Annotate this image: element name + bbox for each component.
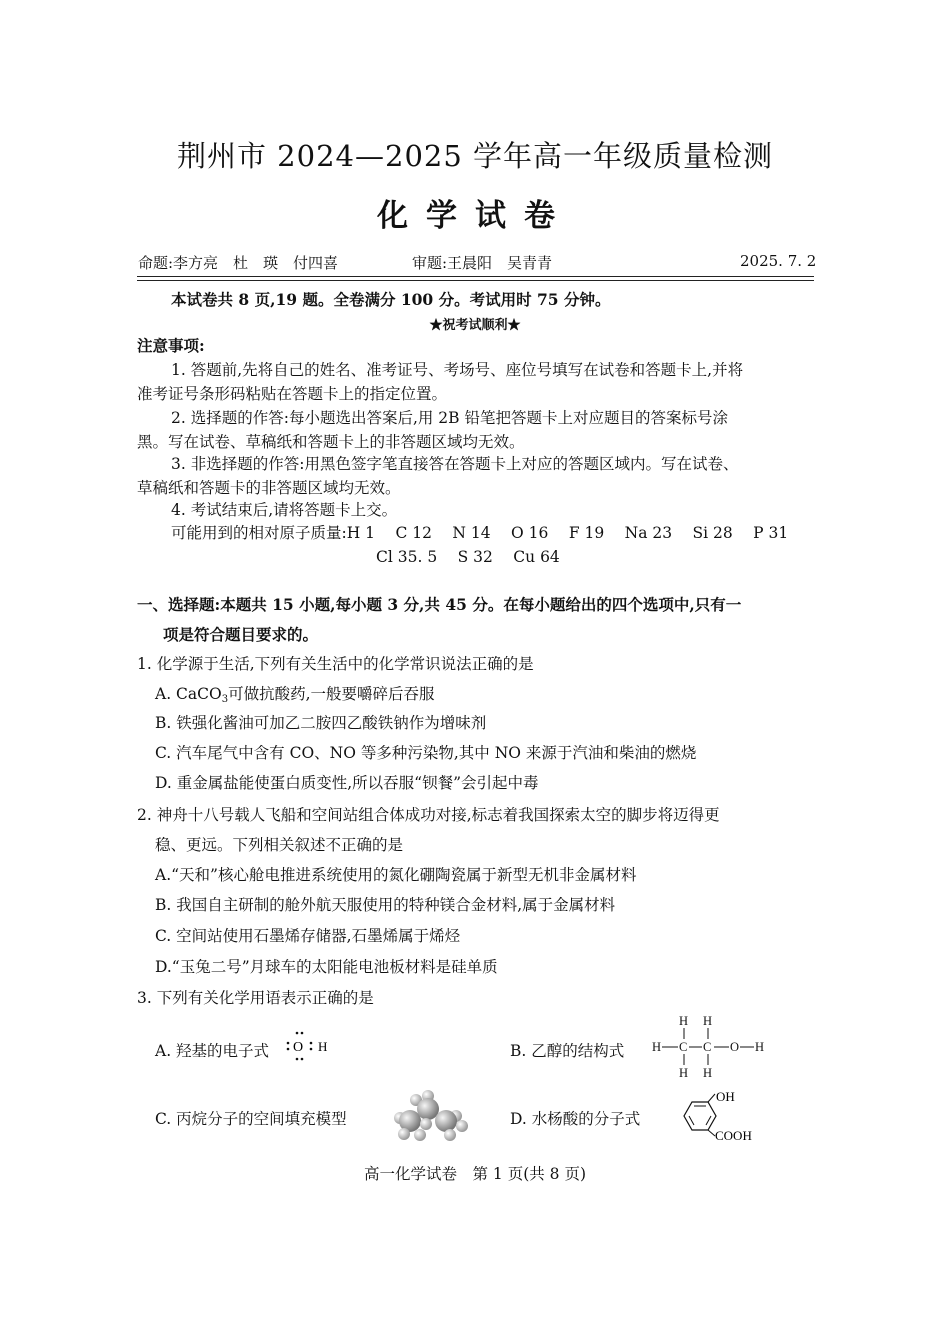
q2-option-a: A.“天和”核心舱电推进系统使用的氮化硼陶瓷属于新型无机非金属材料 bbox=[155, 866, 637, 884]
ethanol-h6: H bbox=[703, 1066, 713, 1080]
ethanol-c2: C bbox=[703, 1040, 712, 1054]
good-luck-wish: ★祝考试顺利★ bbox=[429, 318, 521, 333]
notice-item-4: 4. 考试结束后,请将答题卡上交。 bbox=[171, 501, 398, 519]
notice-item-1-cont: 准考证号条形码粘贴在答题卡上的指定位置。 bbox=[137, 385, 448, 403]
ethanol-h4: H bbox=[755, 1040, 765, 1054]
exam-summary: 本试卷共 8 页,19 题。全卷满分 100 分。考试用时 75 分钟。 bbox=[171, 290, 611, 309]
hydroxyl-h: H bbox=[318, 1039, 328, 1054]
ethanol-o: O bbox=[730, 1040, 740, 1054]
q1-option-d: D. 重金属盐能使蛋白质变性,所以吞服“钡餐”会引起中毒 bbox=[155, 774, 539, 792]
exam-title: 荆州市 2024—2025 学年高一年级质量检测 bbox=[176, 139, 774, 173]
q3-option-d: D. 水杨酸的分子式 bbox=[510, 1110, 641, 1128]
ethanol-c1: C bbox=[679, 1040, 688, 1054]
notice-heading: 注意事项: bbox=[137, 336, 205, 355]
q2-stem-cont: 稳、更远。下列相关叙述不正确的是 bbox=[155, 836, 404, 854]
exam-subtitle: 化学试卷 bbox=[377, 198, 573, 234]
salicylic-oh: OH bbox=[716, 1089, 735, 1104]
q3-option-c: C. 丙烷分子的空间填充模型 bbox=[155, 1110, 347, 1128]
section-heading: 一、选择题:本题共 15 小题,每小题 3 分,共 45 分。在每小题给出的四个选项中,只有一 bbox=[137, 595, 742, 614]
ethanol-h1: H bbox=[679, 1014, 689, 1028]
notice-item-1: 1. 答题前,先将自己的姓名、准考证号、考场号、座位号填写在试卷和答题卡上,并将 bbox=[171, 361, 744, 379]
salicylic-cooh: COOH bbox=[715, 1128, 752, 1143]
atomic-masses: 可能用到的相对原子质量:H 1 C 12 N 14 O 16 F 19 Na 23 Si 28 P 31 bbox=[171, 524, 789, 542]
divider-top bbox=[137, 276, 814, 277]
salicylic-acid-structure bbox=[665, 1088, 770, 1148]
page-footer: 高一化学试卷 第 1 页(共 8 页) bbox=[363, 1165, 587, 1183]
exam-date: 2025. 7. 2 bbox=[740, 252, 817, 270]
reviewers: 审题:王晨阳 吴青青 bbox=[412, 254, 553, 272]
q3-option-b: B. 乙醇的结构式 bbox=[510, 1042, 625, 1060]
notice-item-3: 3. 非选择题的作答:用黑色签字笔直接答在答题卡上对应的答题区域内。写在试卷、 bbox=[171, 455, 739, 473]
q3-stem: 3. 下列有关化学用语表示正确的是 bbox=[137, 989, 374, 1007]
hydroxyl-electron-formula bbox=[285, 1028, 335, 1062]
q1-option-b: B. 铁强化酱油可加乙二胺四乙酸铁钠作为增味剂 bbox=[155, 714, 487, 732]
q3-option-a: A. 羟基的电子式 bbox=[155, 1042, 270, 1060]
q1-option-a: A. CaCO$_3$可做抗酸药,一般要嚼碎后吞服 bbox=[155, 685, 435, 705]
q1-stem: 1. 化学源于生活,下列有关生活中的化学常识说法正确的是 bbox=[137, 655, 534, 673]
notice-item-2-cont: 黑。写在试卷、草稿纸和答题卡上的非答题区域均无效。 bbox=[137, 433, 525, 451]
ethanol-h2: H bbox=[703, 1014, 713, 1028]
notice-item-3-cont: 草稿纸和答题卡的非答题区域均无效。 bbox=[137, 479, 401, 497]
ethanol-structure bbox=[648, 1012, 773, 1082]
divider-bottom bbox=[137, 280, 814, 281]
hydroxyl-o: O bbox=[293, 1040, 304, 1055]
authors: 命题:李方亮 杜 瑛 付四喜 bbox=[138, 254, 339, 272]
q1-option-c: C. 汽车尾气中含有 CO、NO 等多种污染物,其中 NO 来源于汽油和柴油的燃烧 bbox=[155, 744, 697, 762]
notice-item-2: 2. 选择题的作答:每小题选出答案后,用 2B 铅笔把答题卡上对应题目的答案标号涂 bbox=[171, 409, 728, 427]
ethanol-h3: H bbox=[652, 1040, 662, 1054]
propane-model bbox=[380, 1088, 475, 1146]
section-heading-cont: 项是符合题目要求的。 bbox=[163, 625, 319, 644]
q2-option-d: D.“玉兔二号”月球车的太阳能电池板材料是硅单质 bbox=[155, 958, 498, 976]
ethanol-h5: H bbox=[679, 1066, 689, 1080]
atomic-masses-cont: Cl 35. 5 S 32 Cu 64 bbox=[376, 548, 560, 566]
q2-option-c: C. 空间站使用石墨烯存储器,石墨烯属于烯烃 bbox=[155, 927, 461, 945]
q2-option-b: B. 我国自主研制的舱外航天服使用的特种镁合金材料,属于金属材料 bbox=[155, 896, 616, 914]
q2-stem: 2. 神舟十八号载人飞船和空间站组合体成功对接,标志着我国探索太空的脚步将迈得更 bbox=[137, 806, 720, 824]
